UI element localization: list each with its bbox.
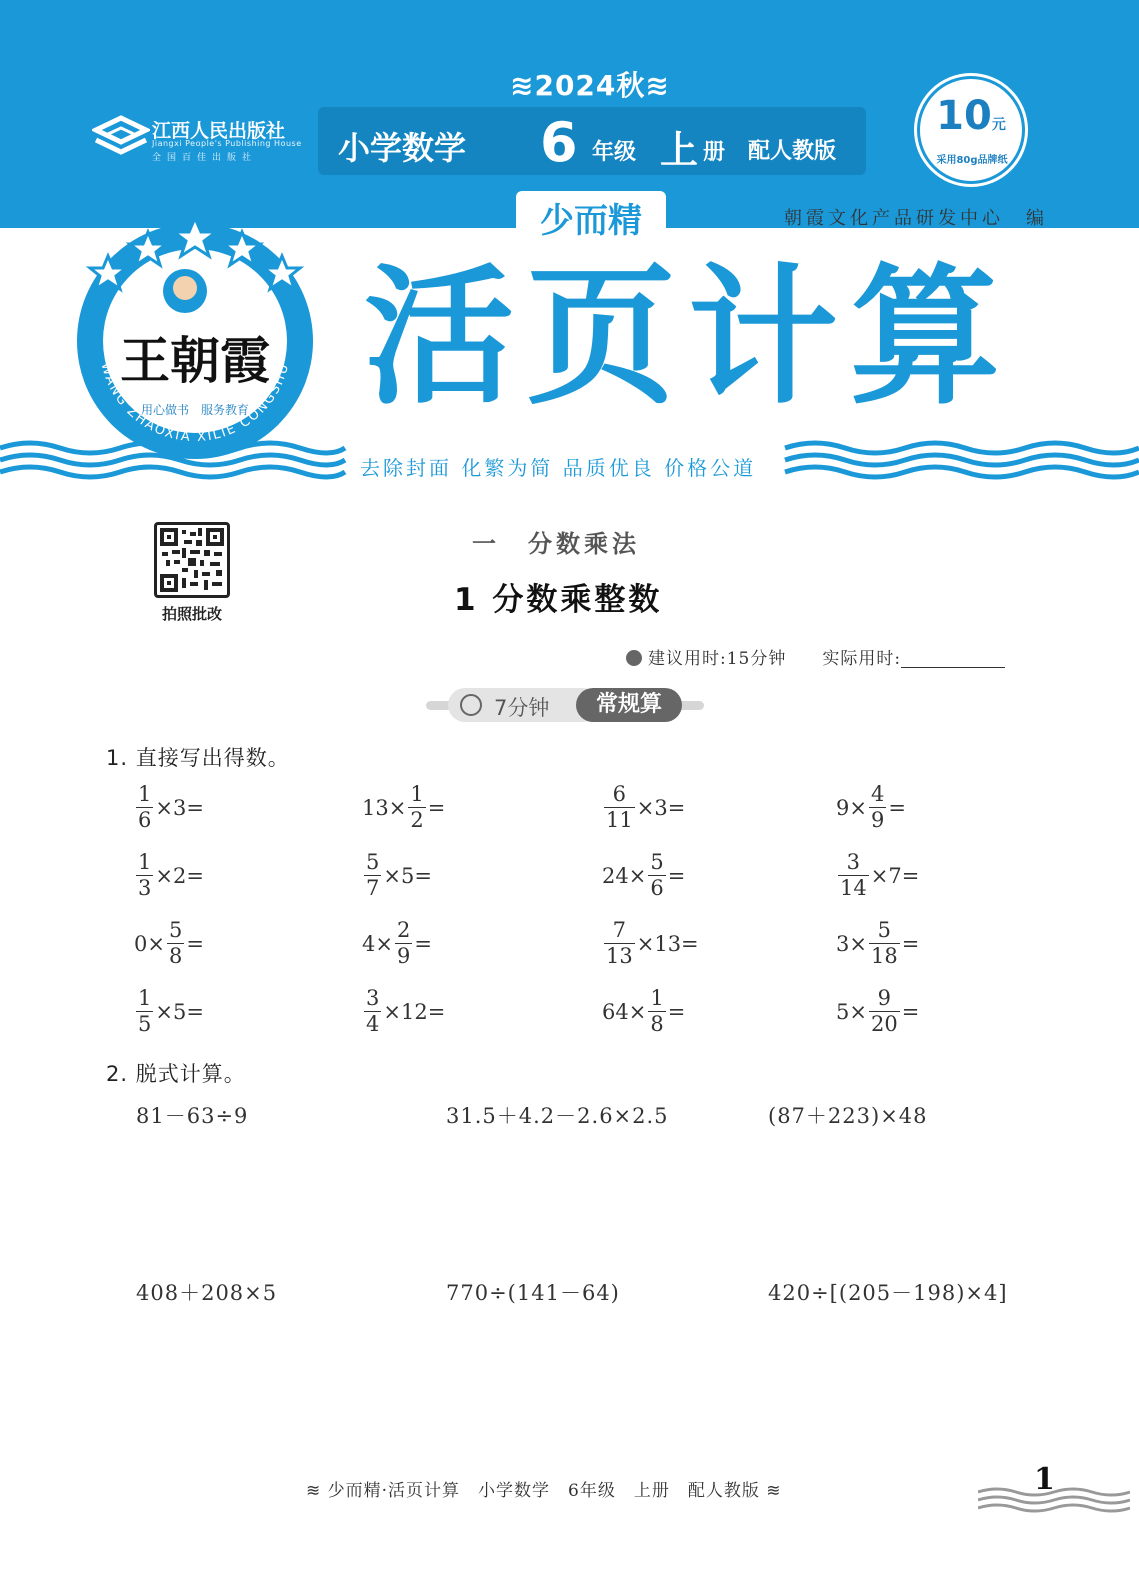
numerator: 1 xyxy=(138,850,152,874)
expr-suffix: = xyxy=(427,795,446,820)
expr-suffix: = xyxy=(667,863,686,888)
fraction xyxy=(604,920,635,967)
price-badge xyxy=(917,76,1025,184)
expr-prefix: 4× xyxy=(362,931,393,956)
denominator: 5 xyxy=(138,1012,152,1036)
denominator: 18 xyxy=(870,944,898,968)
expr-suffix: = xyxy=(901,931,920,956)
q1-expression xyxy=(134,920,204,967)
q1-expression xyxy=(602,784,685,831)
expr-suffix: = xyxy=(667,999,686,1024)
actual-time-label: 实际用时: xyxy=(822,649,902,669)
qr-code-icon[interactable] xyxy=(154,522,230,598)
publisher-name: 江西人民出版社 xyxy=(152,120,286,142)
expr-suffix: ×5= xyxy=(155,999,204,1024)
volume-label: 上 xyxy=(660,128,699,172)
actual-time-field[interactable] xyxy=(901,667,1005,668)
svg-text:王朝霞: 王朝霞 xyxy=(120,331,270,390)
numerator: 5 xyxy=(877,918,892,942)
numerator: 9 xyxy=(877,986,892,1010)
denominator: 7 xyxy=(366,876,380,900)
slogan: 去除封面 化繁为简 品质优良 价格公道 xyxy=(360,456,757,480)
volume-suffix: 册 xyxy=(703,140,726,165)
q2-expression: 408＋208×5 xyxy=(136,1281,278,1305)
numerator: 3 xyxy=(366,986,380,1010)
denominator: 6 xyxy=(650,876,664,900)
q1-expression xyxy=(602,988,685,1035)
q1-expression xyxy=(362,784,445,831)
q1-expression xyxy=(134,988,204,1035)
grade-number: 6 xyxy=(540,111,578,174)
q1-expression xyxy=(836,920,919,967)
numerator: 1 xyxy=(410,782,424,806)
denominator: 9 xyxy=(870,808,885,832)
expr-prefix: 13× xyxy=(362,795,407,820)
numerator: 5 xyxy=(168,918,183,942)
expr-prefix: 24× xyxy=(602,863,647,888)
edition-label: 配人教版 xyxy=(748,139,837,164)
numerator: 1 xyxy=(138,986,152,1010)
fraction xyxy=(136,988,153,1035)
numerator: 5 xyxy=(650,850,664,874)
fraction xyxy=(869,784,886,831)
fraction xyxy=(869,988,900,1035)
expr-suffix: = xyxy=(414,931,432,956)
numerator: 1 xyxy=(650,986,664,1010)
numerator: 4 xyxy=(870,782,885,806)
publisher-logo-icon xyxy=(92,114,150,162)
medal-icon xyxy=(460,694,482,716)
question-1-title: 1. 直接写出得数。 xyxy=(106,746,290,770)
clock-icon xyxy=(626,650,642,666)
denominator: 2 xyxy=(410,808,424,832)
numerator: 2 xyxy=(396,918,411,942)
expr-suffix: = xyxy=(901,999,920,1024)
expr-prefix: 0× xyxy=(134,931,165,956)
footer-waves xyxy=(978,1486,1130,1514)
denominator: 6 xyxy=(138,808,152,832)
q1-expression xyxy=(134,784,204,831)
q2-expression: 31.5＋4.2－2.6×2.5 xyxy=(446,1104,669,1128)
numerator: 6 xyxy=(612,782,627,806)
grade-label: 年级 xyxy=(592,140,637,165)
denominator: 9 xyxy=(396,944,411,968)
grade-banner xyxy=(318,107,866,175)
fraction xyxy=(869,920,900,967)
svg-text:用心做书 服务教育: 用心做书 服务教育 xyxy=(140,403,250,417)
fraction xyxy=(136,784,153,831)
numerator: 1 xyxy=(138,782,152,806)
brand-seal-logo-icon xyxy=(60,196,330,466)
denominator: 8 xyxy=(650,1012,664,1036)
expr-suffix: ×3= xyxy=(155,795,204,820)
price-note: 采用80g品牌纸 xyxy=(936,155,1008,166)
denominator: 20 xyxy=(870,1012,898,1036)
q2-expression: 770÷(141－64) xyxy=(446,1281,620,1305)
fraction xyxy=(167,920,184,967)
q2-expression: (87＋223)×48 xyxy=(768,1104,928,1128)
q2-expression: 81－63÷9 xyxy=(136,1104,249,1128)
fraction xyxy=(136,852,153,899)
expr-suffix: ×12= xyxy=(383,999,446,1024)
time-info xyxy=(626,644,1005,669)
expr-prefix: 64× xyxy=(602,999,647,1024)
price-value: 10元 xyxy=(936,93,1006,139)
book-title: 活页计算 xyxy=(364,249,1013,425)
denominator: 3 xyxy=(138,876,152,900)
brand-tag: 少而精 xyxy=(516,191,666,245)
denominator: 13 xyxy=(606,944,633,968)
qr-label: 拍照批改 xyxy=(161,605,222,623)
q1-expression xyxy=(362,988,445,1035)
expr-suffix: ×3= xyxy=(636,795,686,820)
q1-expression xyxy=(836,988,919,1035)
expr-suffix: ×2= xyxy=(155,863,204,888)
q1-expression xyxy=(362,920,432,967)
q1-expression xyxy=(362,852,432,899)
expr-suffix: = xyxy=(888,795,906,820)
fraction xyxy=(838,852,869,899)
q1-expression xyxy=(836,784,906,831)
fraction xyxy=(395,920,412,967)
expr-suffix: ×7= xyxy=(870,863,920,888)
lesson-title: 1 分数乘整数 xyxy=(454,582,663,618)
timer-minutes: 7分钟 xyxy=(494,696,550,720)
unit-title: 一 分数乘法 xyxy=(472,530,640,558)
q1-expression xyxy=(836,852,919,899)
subject-label: 小学数学 xyxy=(338,129,467,167)
suggested-time: 建议用时:15分钟 xyxy=(648,649,787,669)
footer-text: ≋ 少而精·活页计算 小学数学 6年级 上册 配人教版 ≋ xyxy=(306,1481,782,1501)
timer-tag: 常规算 xyxy=(576,688,682,722)
q1-expression xyxy=(602,852,685,899)
fraction xyxy=(604,784,635,831)
editor-credit: 朝霞文化产品研发中心 编 xyxy=(784,208,1048,229)
expr-suffix: ×13= xyxy=(636,931,699,956)
q1-expression xyxy=(134,852,204,899)
question-2-title: 2. 脱式计算。 xyxy=(106,1062,246,1086)
numerator: 5 xyxy=(366,850,380,874)
denominator: 11 xyxy=(606,808,633,832)
denominator: 8 xyxy=(168,944,183,968)
expr-suffix: ×5= xyxy=(383,863,432,888)
timer-pill xyxy=(426,688,704,722)
fraction xyxy=(648,852,665,899)
denominator: 4 xyxy=(366,1012,380,1036)
fraction xyxy=(648,988,665,1035)
fraction xyxy=(408,784,425,831)
publisher-english-name: Jiangxi People's Publishing House xyxy=(152,139,302,148)
q2-expression: 420÷[(205－198)×4] xyxy=(768,1281,1008,1305)
page-number: 1 xyxy=(1034,1462,1055,1497)
numerator: 7 xyxy=(612,918,627,942)
svg-text:WANG ZHAOXIA XILIE CONGSHU: WANG ZHAOXIA XILIE CONGSHU xyxy=(97,360,293,446)
numerator: 3 xyxy=(846,850,861,874)
expr-prefix: 3× xyxy=(836,931,867,956)
denominator: 14 xyxy=(840,876,867,900)
fraction xyxy=(364,852,381,899)
expr-prefix: 5× xyxy=(836,999,867,1024)
q1-expression xyxy=(602,920,699,967)
expr-prefix: 9× xyxy=(836,795,867,820)
expr-suffix: = xyxy=(186,931,204,956)
fraction xyxy=(364,988,381,1035)
season-label: ≋2024秋≋ xyxy=(510,69,670,102)
publisher-subtitle: 全国百佳出版社 xyxy=(152,153,258,163)
